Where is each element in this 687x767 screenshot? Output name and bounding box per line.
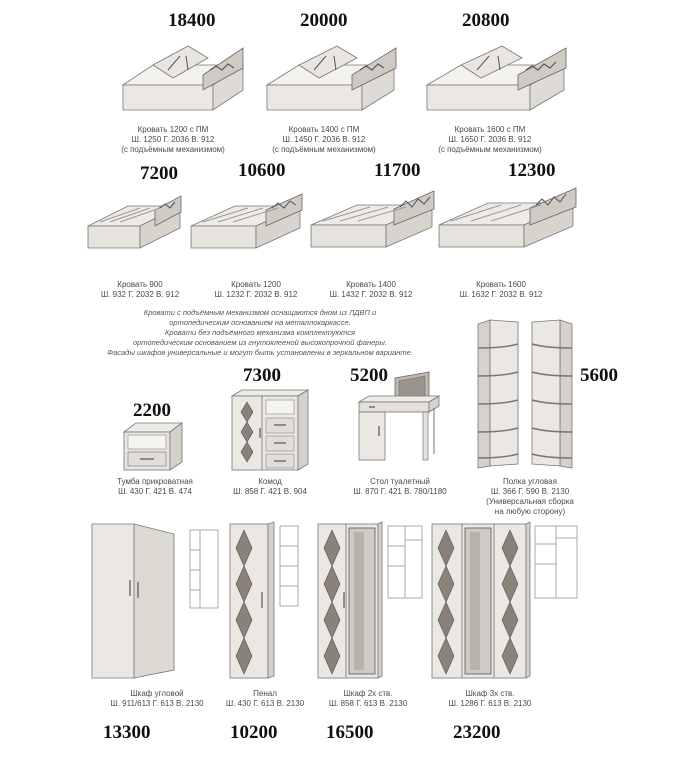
caption-line: Ш. 1250 Г. 2036 В. 912 [131,135,215,144]
price-corner-wardrobe: 13300 [103,722,151,743]
caption-bed-1400 [311,280,431,300]
caption-corner-shelf [465,477,595,517]
caption-line: Ш. 366 Г. 590 В. 2130 [490,487,570,496]
caption-line: Пенал [253,689,277,698]
caption-line: Ш. 870 Г. 421 В. 780/1180 [353,487,447,496]
vanity-image [355,368,443,464]
caption-bed-1200 [196,280,316,300]
caption-line: Ш. 932 Г. 2032 В. 912 [100,290,180,299]
price-wardrobe-3-doors: 23200 [453,722,501,743]
bed-1400-image [308,185,438,258]
price-bed-1200-pm: 18400 [168,10,216,31]
caption-line: Стол туалетный [370,477,430,486]
caption-line: Ш. 1450 Г. 2036 В. 912 [282,135,366,144]
caption-line: Ш. 1232 Г. 2032 В. 912 [214,290,298,299]
price-bed-1400: 11700 [374,160,421,181]
caption-line: Кровать 1200 [231,280,281,289]
price-bed-1600-pm: 20800 [462,10,510,31]
price-bed-900: 7200 [140,163,178,184]
price-vanity: 5200 [350,365,388,386]
caption-wardrobe-3-doors [430,689,550,709]
caption-nightstand [95,477,215,497]
bed-1600-pm-image [422,40,572,115]
note-line: Кровати без подъёмного механизма комплектуются [165,328,355,337]
caption-corner-wardrobe [92,689,222,709]
caption-line: Кровать 1400 [346,280,396,289]
note-line: Кровати с подъёмным механизмом оснащаются дном из ЛДВП и [143,308,377,317]
bed-1200-pm-image [118,40,248,115]
note-line: ортопедическим основанием на металлокаркассе. [169,318,351,327]
caption-vanity [335,477,465,497]
caption-line: Кровать 1600 с ПМ [454,125,526,134]
note-line: ортопедическим основанием из гнутоклееной высокопрочной фанеры. [132,338,388,347]
caption-bed-1400-pm [259,125,389,155]
caption-line: Ш. 1286 Г. 613 В. 2130 [448,699,532,708]
caption-line: Шкаф угловой [130,689,184,698]
caption-line: Ш. 858 Г. 613 В. 2130 [328,699,408,708]
caption-line: Шкаф 3х ств. [465,689,515,698]
corner-shelf-right-image [530,318,574,470]
caption-line: (с подъёмным механизмом) [272,145,376,154]
caption-dresser [210,477,330,497]
price-bed-1200: 10600 [238,160,286,181]
wardrobe-2-doors-image [316,520,426,682]
caption-line: (с подъёмным механизмом) [121,145,225,154]
caption-line: Ш. 430 Г. 613 В. 2130 [225,699,305,708]
caption-bed-1600 [441,280,561,300]
caption-line: Шкаф 2х ств. [343,689,393,698]
price-corner-shelf: 5600 [580,365,618,386]
price-bed-1400-pm: 20000 [300,10,348,31]
caption-line: Ш. 1632 Г. 2032 В. 912 [459,290,543,299]
caption-line: Тумба прикроватная [117,477,193,486]
caption-line: Ш. 1432 Г. 2032 В. 912 [329,290,413,299]
bed-1600-image [436,183,580,258]
price-penal: 10200 [230,722,278,743]
caption-line: (с подъёмным механизмом) [438,145,542,154]
caption-line: Ш. 430 Г. 421 В. 474 [118,487,192,496]
caption-penal [210,689,320,709]
nightstand-image [122,420,184,472]
price-nightstand: 2200 [133,400,171,421]
price-bed-1600: 12300 [508,160,556,181]
bed-900-image [85,188,185,258]
dresser-image [230,388,310,472]
caption-bed-900 [80,280,200,300]
caption-line: Кровать 1600 [476,280,526,289]
caption-line: Кровать 900 [117,280,163,289]
caption-line: Комод [258,477,282,486]
price-wardrobe-2-doors: 16500 [326,722,374,743]
wardrobe-3-doors-image [430,520,580,682]
caption-bed-1200-pm [108,125,238,155]
caption-line: Ш. 1650 Г. 2036 В. 912 [448,135,532,144]
caption-line: Кровать 1400 с ПМ [288,125,360,134]
caption-line: на любую сторону) [494,507,566,516]
caption-line: Ш. 858 Г. 421 В. 904 [233,487,307,496]
penal-image [228,520,300,682]
caption-line: Полка угловая [503,477,557,486]
bed-1400-pm-image [262,40,402,115]
caption-wardrobe-2-doors [308,689,428,709]
bed-1200-image [188,188,306,258]
price-dresser: 7300 [243,365,281,386]
corner-wardrobe-image [90,520,222,682]
corner-shelf-left-image [476,318,520,470]
caption-line: (Универсальная сборка [486,497,574,506]
note-line: Фасады шкафов универсальные и могут быть установлены в зеркальном варианте. [107,348,413,357]
caption-line: Кровать 1200 с ПМ [137,125,209,134]
caption-bed-1600-pm [425,125,555,155]
beds-note [90,308,430,358]
caption-line: Ш. 911/613 Г. 613 В. 2130 [110,699,204,708]
